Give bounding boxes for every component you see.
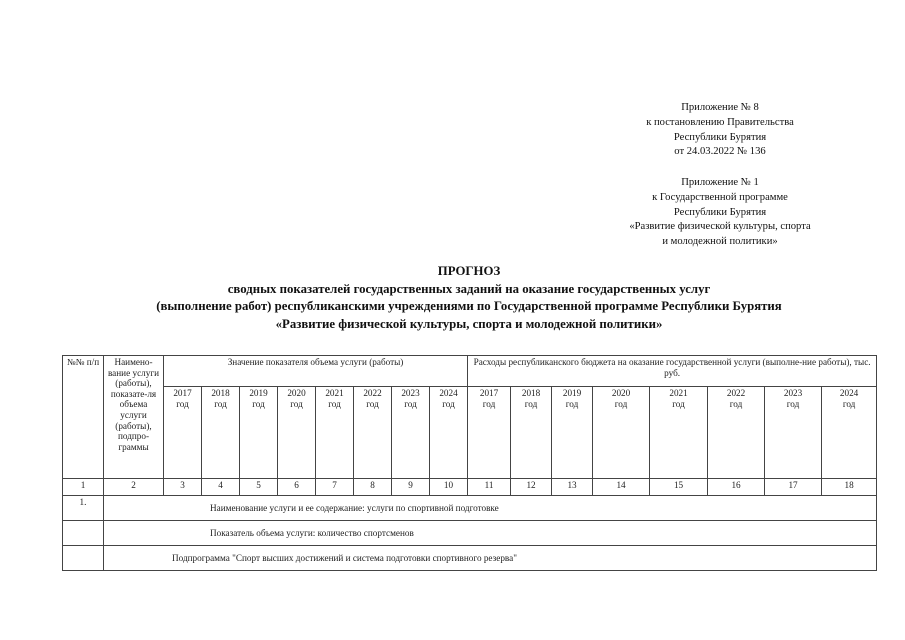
year-value: 2017 [173, 388, 192, 398]
year-value: 2022 [363, 388, 382, 398]
year-word: год [366, 398, 379, 409]
year-header-volume [278, 387, 316, 479]
volume-indicator-row: Показатель объема услуги: количество спортсменов [104, 521, 877, 546]
appendix-1-line: к Государственной программе [652, 191, 788, 203]
year-word: год [524, 398, 538, 409]
column-number-cell: 5 [240, 479, 278, 496]
appendix-8-line: Республики Бурятия [673, 131, 767, 143]
row-number-cell: 1. [63, 496, 104, 521]
year-header-volume [430, 387, 468, 479]
empty-cell [63, 521, 104, 546]
subprogram-row: Подпрограмма "Спорт высших достижений и система подготовки спортивного резерва" [104, 546, 877, 571]
header-group-expenses: Расходы республиканского бюджета на оказание государственной услуги (выполне-ние работы), тыс. руб. [468, 356, 877, 387]
year-word: год [842, 398, 856, 409]
document-title [60, 263, 878, 333]
column-number-cell: 11 [468, 479, 511, 496]
year-value: 2021 [669, 388, 688, 398]
appendix-1-line: Республики Бурятия [673, 206, 767, 218]
column-number-cell: 14 [593, 479, 650, 496]
column-number-cell: 15 [650, 479, 708, 496]
appendix-1-line: и молодежной политики» [662, 236, 778, 248]
year-header-expenses [552, 387, 593, 479]
year-value: 2022 [726, 388, 746, 398]
column-number-cell: 7 [316, 479, 354, 496]
column-number-cell: 17 [765, 479, 822, 496]
year-header-expenses [822, 387, 877, 479]
year-header-expenses [468, 387, 511, 479]
column-number-cell: 6 [278, 479, 316, 496]
forecast-table [62, 355, 877, 571]
appendix-8-line: Приложение № 8 [681, 102, 759, 113]
column-number-cell: 4 [202, 479, 240, 496]
year-header-expenses [511, 387, 552, 479]
year-word: год [614, 398, 628, 409]
column-number-cell: 8 [354, 479, 392, 496]
empty-cell [63, 546, 104, 571]
year-word: год [176, 398, 189, 409]
year-header-expenses [593, 387, 650, 479]
appendix-8-header [590, 101, 850, 160]
year-header-volume [354, 387, 392, 479]
column-number-cell: 12 [511, 479, 552, 496]
year-value: 2020 [287, 388, 306, 398]
year-value: 2024 [839, 388, 859, 398]
year-header-volume [316, 387, 354, 479]
year-word: год [672, 398, 685, 409]
year-word: год [786, 398, 800, 409]
year-value: 2018 [211, 388, 230, 398]
title-line: «Развитие физической культуры, спорта и молодежной политики» [275, 316, 663, 331]
year-header-volume [392, 387, 430, 479]
header-cell-number: №№ п/п [63, 356, 104, 479]
column-number-cell: 13 [552, 479, 593, 496]
year-header-volume [202, 387, 240, 479]
year-value: 2019 [249, 388, 268, 398]
year-header-expenses [650, 387, 708, 479]
column-number-cell: 1 [63, 479, 104, 496]
year-word: год [252, 398, 265, 409]
year-word: год [290, 398, 303, 409]
year-word: год [404, 398, 417, 409]
year-word: год [442, 398, 455, 409]
year-value: 2024 [439, 388, 458, 398]
year-header-expenses [765, 387, 822, 479]
year-value: 2019 [562, 388, 582, 398]
year-header-volume [240, 387, 278, 479]
service-name-row: Наименование услуги и ее содержание: услуги по спортивной подготовке [104, 496, 877, 521]
column-number-cell: 2 [104, 479, 164, 496]
column-number-cell: 10 [430, 479, 468, 496]
appendix-1-header [590, 176, 850, 250]
year-word: год [328, 398, 341, 409]
year-header-volume [164, 387, 202, 479]
year-value: 2021 [325, 388, 344, 398]
year-value: 2023 [401, 388, 420, 398]
year-value: 2017 [479, 388, 499, 398]
title-line: ПРОГНОЗ [437, 264, 501, 278]
year-value: 2018 [521, 388, 541, 398]
appendix-8-line: от 24.03.2022 № 136 [674, 146, 766, 158]
year-word: год [214, 398, 227, 409]
year-word: год [565, 398, 579, 409]
column-number-cell: 18 [822, 479, 877, 496]
year-word: год [482, 398, 496, 409]
column-number-cell: 16 [708, 479, 765, 496]
appendix-1-line: «Развитие физической культуры, спорта [629, 221, 811, 233]
appendix-8-line: к постановлению Правительства [646, 116, 794, 128]
column-number-cell: 3 [164, 479, 202, 496]
title-line: сводных показателей государственных заданий на оказание государственных услуг [227, 281, 711, 296]
header-cell-service-name: Наимено-вание услуги (работы), показате-ля объема услуги (работы), подпро-граммы [104, 356, 164, 479]
column-number-cell: 9 [392, 479, 430, 496]
appendix-1-line: Приложение № 1 [681, 177, 759, 188]
header-group-volume: Значение показателя объема услуги (работы) [164, 356, 468, 387]
title-line: (выполнение работ) республиканскими учреждениями по Государственной программе Республики Бурятия [156, 299, 782, 314]
year-value: 2023 [783, 388, 803, 398]
year-header-expenses [708, 387, 765, 479]
year-word: год [729, 398, 743, 409]
year-value: 2020 [611, 388, 631, 398]
